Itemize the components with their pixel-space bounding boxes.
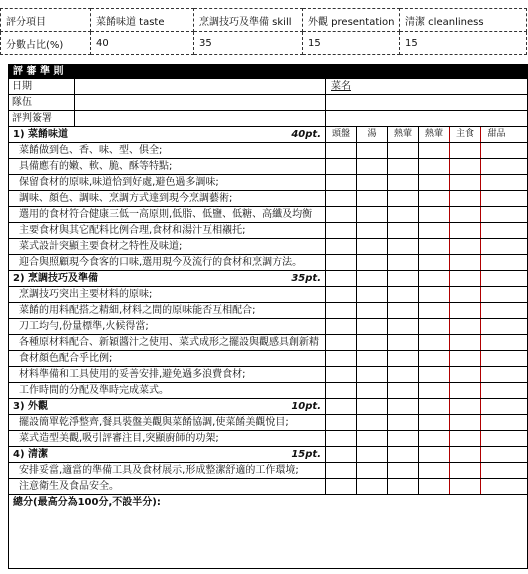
score-cell[interactable]: [481, 367, 512, 382]
criterion-text: 保留食材的原味,味道恰到好處,避色過多調味;: [9, 175, 326, 190]
score-cell[interactable]: [450, 319, 481, 334]
score-cell[interactable]: [326, 287, 357, 302]
criterion-row: [9, 207, 527, 223]
score-cell[interactable]: [388, 303, 419, 318]
score-cell[interactable]: [388, 159, 419, 174]
score-cell[interactable]: [419, 431, 450, 446]
info-right-cell[interactable]: [326, 111, 527, 126]
score-cell[interactable]: [388, 399, 419, 414]
score-cell[interactable]: [357, 479, 388, 494]
weighting-cell: 40: [91, 32, 194, 55]
score-cell[interactable]: [481, 463, 512, 478]
score-cell[interactable]: [388, 255, 419, 270]
score-cell[interactable]: [326, 143, 357, 158]
score-cell[interactable]: [388, 191, 419, 206]
score-cell[interactable]: [419, 399, 450, 414]
weighting-cell: 清潔 cleanliness: [400, 9, 527, 32]
criterion-text: 迎合與照顧現今食客的口味,選用現今及流行的食材和烹調方法。: [9, 255, 326, 270]
score-cell[interactable]: [357, 175, 388, 190]
criterion-row: [9, 383, 527, 399]
criterion-text: 烹調技巧突出主要材料的原味;: [9, 287, 326, 302]
criteria-rows: [9, 127, 527, 495]
section-title-text: 3) 外觀: [13, 401, 49, 412]
criterion-text: 工作時間的分配及準時完成菜式。: [9, 383, 326, 398]
criterion-row: [9, 223, 527, 239]
criterion-row: [9, 175, 527, 191]
info-label: 隊伍: [9, 95, 75, 110]
score-cell[interactable]: [450, 159, 481, 174]
score-cell[interactable]: [481, 447, 512, 462]
score-cell[interactable]: [357, 335, 388, 350]
score-cell[interactable]: [326, 447, 357, 462]
score-cell[interactable]: [357, 431, 388, 446]
score-cell[interactable]: [450, 143, 481, 158]
score-cell[interactable]: [357, 351, 388, 366]
weighting-header-row: [1, 9, 527, 32]
info-row-date: [9, 79, 527, 95]
criterion-row: [9, 255, 527, 271]
criterion-text: 調味、顏色、調味、烹調方式達到現今烹調藝術;: [9, 191, 326, 206]
criterion-row: [9, 143, 527, 159]
score-cell[interactable]: [481, 415, 512, 430]
section-points: 15pt.: [291, 449, 321, 460]
info-row-team: [9, 95, 527, 111]
score-cell[interactable]: [357, 207, 388, 222]
column-header: 主食: [450, 127, 481, 142]
score-cell[interactable]: [481, 239, 512, 254]
score-cell[interactable]: [450, 431, 481, 446]
score-cell[interactable]: [326, 191, 357, 206]
weighting-cell: 分數占比(%): [1, 32, 91, 55]
score-cell[interactable]: [450, 191, 481, 206]
score-cell[interactable]: [357, 303, 388, 318]
info-field[interactable]: [75, 111, 326, 126]
score-cell[interactable]: [357, 319, 388, 334]
score-cell[interactable]: [326, 479, 357, 494]
section-title: [9, 271, 326, 286]
score-cell[interactable]: [419, 287, 450, 302]
score-cell[interactable]: [326, 367, 357, 382]
score-cell[interactable]: [419, 303, 450, 318]
dish-name-label: 菜名: [331, 81, 351, 92]
score-cell[interactable]: [450, 335, 481, 350]
score-cell[interactable]: [419, 207, 450, 222]
score-cell[interactable]: [450, 287, 481, 302]
score-cell[interactable]: [419, 479, 450, 494]
score-cell[interactable]: [419, 383, 450, 398]
score-cell[interactable]: [357, 239, 388, 254]
score-cell[interactable]: [419, 367, 450, 382]
total-score-row: 總分(最高分為100分,不設半分):: [13, 497, 161, 508]
score-cell[interactable]: [388, 223, 419, 238]
score-cell[interactable]: [326, 271, 357, 286]
score-cell[interactable]: [481, 207, 512, 222]
section-title-text: 1) 菜餚味道: [13, 129, 69, 140]
criterion-text: 食材顏色配合乎比例;: [9, 351, 326, 366]
column-header: 甜品: [487, 129, 506, 139]
weighting-cell: 15: [400, 32, 527, 55]
section-title: [9, 399, 326, 414]
score-cell[interactable]: [419, 191, 450, 206]
score-cell[interactable]: [481, 479, 512, 494]
score-cell[interactable]: [326, 399, 357, 414]
score-cell[interactable]: [450, 447, 481, 462]
score-cell[interactable]: [388, 271, 419, 286]
info-right-cell[interactable]: [326, 95, 527, 110]
score-cell[interactable]: [388, 335, 419, 350]
weighting-cell: 外觀 presentation: [303, 9, 400, 32]
criterion-row: [9, 335, 527, 351]
score-cell[interactable]: [450, 239, 481, 254]
score-cell[interactable]: [388, 447, 419, 462]
score-cell[interactable]: [450, 351, 481, 366]
criterion-row: [9, 239, 527, 255]
score-cell[interactable]: [450, 415, 481, 430]
score-cell[interactable]: [450, 175, 481, 190]
score-cell[interactable]: [481, 255, 512, 270]
section-row: [9, 271, 527, 287]
score-cell[interactable]: [326, 351, 357, 366]
section-title-text: 2) 烹調技巧及準備: [13, 273, 99, 284]
score-cell[interactable]: [419, 143, 450, 158]
score-cell[interactable]: [388, 319, 419, 334]
criterion-row: [9, 287, 527, 303]
score-cell[interactable]: [326, 335, 357, 350]
criterion-text: 注意衛生及食品安全。: [9, 479, 326, 494]
score-cell[interactable]: [419, 463, 450, 478]
score-cell[interactable]: [326, 239, 357, 254]
criterion-text: 擺設簡單乾淨整齊,餐具裝盤美觀與菜餚協調,使菜餚美觀悅目;: [9, 415, 326, 430]
score-cell[interactable]: [481, 143, 512, 158]
score-cell[interactable]: [326, 319, 357, 334]
score-cell[interactable]: [450, 383, 481, 398]
criterion-text: 菜餚做到色、香、味、型、俱全;: [9, 143, 326, 158]
criterion-row: [9, 351, 527, 367]
score-cell[interactable]: [481, 351, 512, 366]
score-cell[interactable]: [388, 431, 419, 446]
score-cell[interactable]: [326, 383, 357, 398]
score-cell[interactable]: [419, 255, 450, 270]
info-label: 日期: [9, 79, 75, 94]
score-cell[interactable]: [481, 431, 512, 446]
section-points: 40pt.: [291, 129, 321, 140]
score-cell[interactable]: [419, 271, 450, 286]
section-points: 35pt.: [291, 273, 321, 284]
weighting-cell: 15: [303, 32, 400, 55]
weighting-cell: 35: [194, 32, 303, 55]
score-cell[interactable]: [388, 367, 419, 382]
score-cell[interactable]: [357, 287, 388, 302]
score-cell[interactable]: [481, 399, 512, 414]
score-cell[interactable]: [481, 223, 512, 238]
score-cell[interactable]: [388, 207, 419, 222]
score-cell[interactable]: [357, 271, 388, 286]
score-cell[interactable]: [388, 287, 419, 302]
score-cell[interactable]: [357, 447, 388, 462]
score-cell[interactable]: [326, 175, 357, 190]
criterion-text: 主要食材與其它配料比例合理,食材和湯汁互相襯托;: [9, 223, 326, 238]
score-cell[interactable]: [419, 351, 450, 366]
score-cell[interactable]: [357, 463, 388, 478]
column-header: 湯: [357, 127, 388, 142]
score-cell[interactable]: [357, 159, 388, 174]
criterion-text: 材料準備和工具使用的妥善安排,避免過多浪費食材;: [9, 367, 326, 382]
score-cell[interactable]: [450, 399, 481, 414]
column-header: 熱葷: [419, 127, 450, 142]
score-cell[interactable]: [481, 335, 512, 350]
score-cell[interactable]: [326, 303, 357, 318]
score-cell[interactable]: [450, 367, 481, 382]
score-cell[interactable]: [326, 415, 357, 430]
section-row: [9, 447, 527, 463]
criterion-row: [9, 463, 527, 479]
score-cell[interactable]: [388, 143, 419, 158]
column-header: 熱葷: [388, 127, 419, 142]
score-cell[interactable]: [481, 271, 512, 286]
info-field[interactable]: [75, 79, 326, 94]
score-cell[interactable]: [481, 159, 512, 174]
criterion-row: [9, 415, 527, 431]
score-cell[interactable]: [450, 223, 481, 238]
score-cell[interactable]: [419, 159, 450, 174]
score-sheet: [8, 64, 528, 569]
sheet-header: 評 審 準 則: [9, 65, 527, 79]
score-cell[interactable]: [419, 319, 450, 334]
score-cell[interactable]: [481, 287, 512, 302]
score-cell[interactable]: [326, 463, 357, 478]
score-cell[interactable]: [357, 255, 388, 270]
score-cell[interactable]: [388, 479, 419, 494]
score-cell[interactable]: [450, 271, 481, 286]
score-cell[interactable]: [481, 303, 512, 318]
weighting-cell: 烹調技巧及準備 skill: [194, 9, 303, 32]
score-cell[interactable]: [326, 223, 357, 238]
criterion-row: [9, 479, 527, 495]
criterion-row: [9, 159, 527, 175]
score-cell[interactable]: [419, 239, 450, 254]
score-cell[interactable]: [481, 319, 512, 334]
criterion-text: 安排妥當,適當的準備工具及食材展示,形成整潔舒適的工作環境;: [9, 463, 326, 478]
score-cell[interactable]: [388, 463, 419, 478]
score-cell[interactable]: [419, 415, 450, 430]
criterion-text: 菜餚的用料配搭之精細,材料之間的原味能否互相配合;: [9, 303, 326, 318]
score-cell[interactable]: [450, 303, 481, 318]
score-cell[interactable]: [357, 399, 388, 414]
score-cell[interactable]: [388, 351, 419, 366]
weighting-table: [0, 8, 527, 55]
section-title: [9, 447, 326, 462]
score-cell[interactable]: [450, 463, 481, 478]
column-header: 頭盤: [326, 127, 357, 142]
criterion-text: 各種原材料配合、新穎醬汁之使用、菜式成形之擺設與觀感具創新精: [9, 335, 326, 350]
criterion-text: 菜式造型美觀,吸引評審注目,突顯廚師的功架;: [9, 431, 326, 446]
weighting-value-row: [1, 32, 527, 55]
info-row-judge-signature: [9, 111, 527, 127]
score-cell[interactable]: [357, 223, 388, 238]
criterion-row: [9, 191, 527, 207]
score-cell[interactable]: [357, 383, 388, 398]
score-cell[interactable]: [450, 255, 481, 270]
section-points: 10pt.: [291, 401, 321, 412]
weighting-cell: 菜餚味道 taste: [91, 9, 194, 32]
score-cell[interactable]: [419, 223, 450, 238]
criterion-row: [9, 303, 527, 319]
score-cell[interactable]: [326, 431, 357, 446]
score-cell[interactable]: [450, 207, 481, 222]
score-cell[interactable]: [357, 191, 388, 206]
criterion-text: 菜式設計突顯主要食材之特性及味道;: [9, 239, 326, 254]
info-field[interactable]: [75, 95, 326, 110]
score-cell[interactable]: [419, 335, 450, 350]
section-row: [9, 127, 527, 143]
info-label: 評判簽署: [9, 111, 75, 126]
criterion-row: [9, 319, 527, 335]
weighting-cell: 評分項目: [1, 9, 91, 32]
score-cell[interactable]: [450, 479, 481, 494]
criterion-row: [9, 431, 527, 447]
section-title: [9, 127, 326, 142]
score-cell[interactable]: [481, 191, 512, 206]
score-cell[interactable]: [326, 207, 357, 222]
score-cell[interactable]: [388, 175, 419, 190]
score-cell[interactable]: [388, 415, 419, 430]
score-cell[interactable]: [481, 383, 512, 398]
section-title-text: 4) 清潔: [13, 449, 49, 460]
score-cell[interactable]: [357, 415, 388, 430]
score-cell[interactable]: [481, 175, 512, 190]
criterion-text: 具備應有的嫩、軟、脆、酥等特點;: [9, 159, 326, 174]
score-cell[interactable]: [357, 367, 388, 382]
score-cell[interactable]: [419, 447, 450, 462]
score-cell[interactable]: [388, 239, 419, 254]
score-cell[interactable]: [419, 175, 450, 190]
criterion-text: 選用的食材符合健康三低一高原則,低脂、低鹽、低糖、高纖及均衡: [9, 207, 326, 222]
score-cell[interactable]: [357, 143, 388, 158]
section-row: [9, 399, 527, 415]
criterion-text: 刀工均勻,份量標準,火候得當;: [9, 319, 326, 334]
criterion-row: [9, 367, 527, 383]
score-cell[interactable]: [326, 255, 357, 270]
score-cell[interactable]: [326, 159, 357, 174]
score-cell[interactable]: [388, 383, 419, 398]
